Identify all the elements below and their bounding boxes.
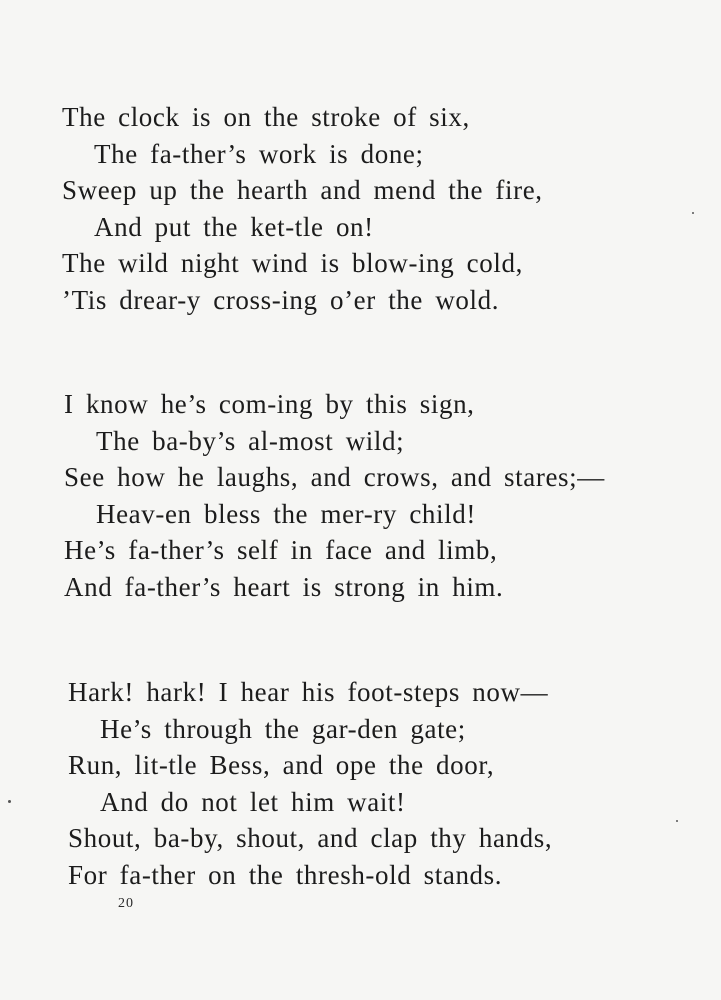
print-speck	[8, 800, 11, 803]
poem-line: Heav-en bless the mer-ry child!	[96, 498, 476, 529]
poem-line: And fa-ther’s heart is strong in him.	[64, 571, 504, 602]
poem-line: The fa-ther’s work is done;	[94, 138, 424, 169]
poem-line: For fa-ther on the thresh-old stands.	[68, 859, 503, 890]
poem-line: The ba-by’s al-most wild;	[96, 425, 405, 456]
poem-line: Shout, ba-by, shout, and clap thy hands,	[68, 823, 553, 854]
poem-line: The clock is on the stroke of six,	[62, 102, 470, 132]
poem-line: I know he’s com-ing by this sign,	[64, 389, 475, 419]
print-speck	[692, 212, 694, 214]
poem-stanza-1	[62, 99, 702, 319]
poem-stanza-3	[68, 674, 708, 894]
poem-line: See how he laughs, and crows, and stares;—	[64, 462, 605, 493]
poem-line: Run, lit-tle Bess, and ope the door,	[68, 750, 495, 781]
poem-line: And put the ket-tle on!	[94, 211, 374, 242]
poem-line: He’s fa-ther’s self in face and limb,	[64, 535, 498, 566]
poem-line: The wild night wind is blow-ing cold,	[62, 248, 523, 279]
poem-line: And do not let him wait!	[100, 786, 406, 817]
poem-line: Hark! hark! I hear his foot-steps now—	[68, 677, 549, 707]
poem-line: Sweep up the hearth and mend the fire,	[62, 175, 543, 206]
page-number: 20	[118, 896, 134, 911]
poem-line: ’Tis drear-y cross-ing o’er the wold.	[62, 284, 500, 315]
poem-line: He’s through the gar-den gate;	[100, 713, 466, 744]
print-speck	[676, 820, 678, 822]
poem-stanza-2	[64, 386, 704, 606]
